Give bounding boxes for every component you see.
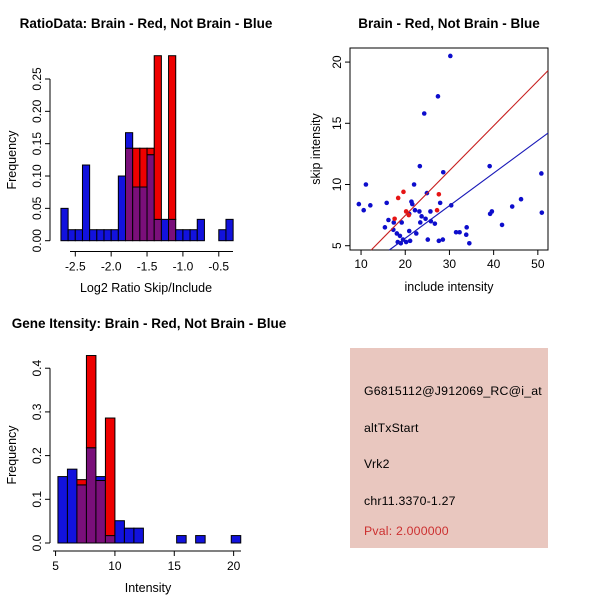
ratio-hist-xlabel: Log2 Ratio Skip/Include (79, 281, 213, 295)
locus-text: chr11.3370-1.27 (364, 494, 456, 508)
ratio-hist-title: RatioData: Brain - Red, Not Brain - Blue (19, 16, 273, 31)
scatter-axes (330, 48, 548, 271)
ratio-hist-ylabel: Frequency (5, 130, 19, 190)
svg-text:50: 50 (531, 257, 545, 271)
svg-text:0.2: 0.2 (30, 447, 44, 464)
gene_hist-bars (58, 356, 241, 543)
event-type-text: altTxStart (364, 421, 419, 435)
gene-name-text: Vrk2 (364, 457, 390, 471)
svg-text:0.25: 0.25 (30, 67, 44, 91)
scatter-title: Brain - Red, Not Brain - Blue (358, 16, 540, 31)
svg-text:0.05: 0.05 (30, 196, 44, 221)
svg-text:-2.5: -2.5 (64, 259, 86, 274)
gene-hist-xlabel: Intensity (124, 581, 172, 595)
svg-text:0.15: 0.15 (30, 131, 44, 156)
scatter-ylabel: skip intensity (309, 113, 323, 185)
scatter-fit-lines (371, 71, 548, 250)
ratio-histogram-panel (0, 0, 300, 300)
svg-text:5: 5 (52, 559, 59, 573)
svg-text:-1.5: -1.5 (136, 259, 158, 274)
svg-text:0.00: 0.00 (30, 229, 44, 253)
intensity-scatter-panel (300, 0, 600, 300)
svg-text:10: 10 (330, 177, 344, 192)
svg-text:20: 20 (398, 257, 412, 271)
svg-text:20: 20 (226, 559, 241, 573)
scatter-xlabel: include intensity (404, 280, 494, 294)
svg-text:30: 30 (442, 257, 457, 271)
gene-info-panel (350, 348, 548, 548)
svg-text:0.20: 0.20 (30, 99, 44, 124)
svg-text:0.3: 0.3 (30, 403, 44, 421)
ratio_hist-bars (61, 56, 233, 241)
svg-text:-1.0: -1.0 (172, 259, 194, 274)
pval-text: Pval: 2.000000 (364, 524, 449, 538)
svg-text:0.0: 0.0 (30, 534, 44, 552)
svg-text:15: 15 (167, 559, 181, 573)
probe-id-text: G6815112@J912069_RC@i_at (364, 384, 542, 398)
svg-text:0.10: 0.10 (30, 164, 44, 188)
svg-text:10: 10 (108, 559, 122, 573)
svg-text:5: 5 (330, 242, 344, 250)
gene-hist-title: Gene Itensity: Brain - Red, Not Brain - Blue (11, 316, 287, 331)
scatter-points (357, 54, 545, 246)
svg-text:20: 20 (330, 55, 344, 69)
gene-hist-ylabel: Frequency (5, 425, 19, 485)
svg-text:0.4: 0.4 (30, 359, 44, 377)
svg-text:-0.5: -0.5 (208, 259, 230, 274)
gene-intensity-histogram-panel (0, 300, 300, 600)
svg-text:0.1: 0.1 (30, 490, 44, 508)
svg-text:10: 10 (354, 257, 368, 271)
svg-text:15: 15 (330, 116, 344, 130)
svg-text:40: 40 (486, 257, 501, 271)
svg-text:-2.0: -2.0 (100, 259, 122, 274)
